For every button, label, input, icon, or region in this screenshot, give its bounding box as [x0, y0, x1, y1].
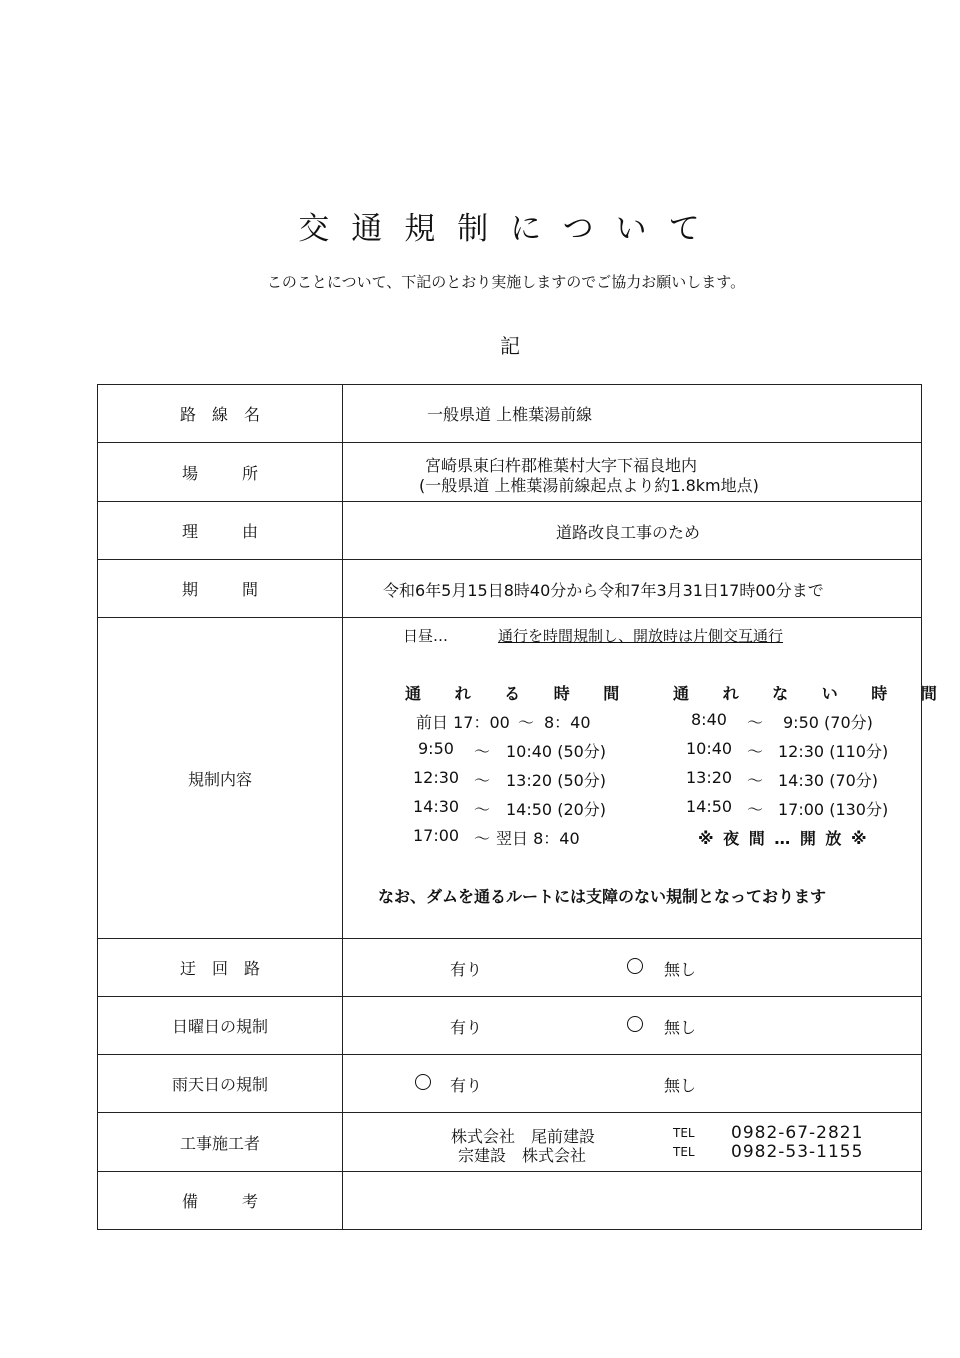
- detour-option-yes: 有り: [450, 960, 483, 979]
- tel-label: TEL: [673, 1126, 695, 1140]
- nopass-time-sep: ～: [747, 771, 764, 790]
- pass-time-start: 14:30: [413, 797, 460, 816]
- contractor-tel: 0982-67-2821: [731, 1123, 864, 1143]
- nopass-time-end: 9:50 (70分): [783, 713, 873, 732]
- period-value: 令和6年5月15日8時40分から令和7年3月31日17時00分まで: [383, 581, 824, 600]
- pass-time-start: 17:00: [413, 826, 460, 845]
- place-line2: (一般県道 上椎葉湯前線起点より約1.8km地点): [419, 476, 759, 495]
- route-value: 一般県道 上椎葉湯前線: [427, 405, 593, 424]
- nopass-time-end: 14:30 (70分): [778, 771, 879, 790]
- place-label: 場所: [98, 443, 343, 501]
- detour-label: 迂回路: [98, 939, 343, 996]
- rainy-label: 雨天日の規制: [98, 1055, 343, 1112]
- contractor-row: [98, 1113, 921, 1172]
- pass-time-start: 9:50: [418, 739, 454, 758]
- reason-label: 理由: [98, 502, 343, 559]
- ki-heading: 記: [500, 334, 520, 358]
- nopass-time-start: 13:20: [686, 768, 733, 787]
- detour-row: [98, 939, 921, 997]
- pass-time-end: 10:40 (50分): [506, 742, 607, 761]
- nopass-time-start: 14:50: [686, 797, 733, 816]
- intro-text: このことについて、下記のとおり実施しますのでご協力お願いします。: [266, 273, 746, 291]
- pass-time-sep: ～: [518, 713, 535, 732]
- route-label: 路線名: [98, 385, 343, 442]
- pass-time-sep: ～: [474, 742, 491, 761]
- sunday-option-no: 無し: [664, 1018, 697, 1037]
- nopass-time-end: 12:30 (110分): [778, 742, 889, 761]
- period-label: 期間: [98, 560, 343, 617]
- contractor-label: 工事施工者: [98, 1113, 343, 1171]
- nopass-time-end: 17:00 (130分): [778, 800, 889, 819]
- detour-option-no: 無し: [664, 960, 697, 979]
- tel-label: TEL: [673, 1145, 695, 1159]
- nopass-header: 通 れ な い 時 間: [673, 684, 951, 703]
- pass-header: 通 れ る 時 間: [405, 684, 634, 703]
- pass-time-end: 8：40: [544, 713, 591, 732]
- route-row: [98, 385, 921, 443]
- pass-time-sep: ～: [474, 829, 491, 848]
- period-row: [98, 560, 921, 618]
- pass-time-sep: ～: [474, 800, 491, 819]
- nopass-time-sep: ～: [747, 742, 764, 761]
- pass-time-sep: ～: [474, 771, 491, 790]
- page-title: 交通規制について: [298, 211, 722, 247]
- regulation-footer-note: なお、ダムを通るルートには支障のない規制となっております: [378, 887, 827, 906]
- daytime-text: 通行を時間規制し、開放時は片側交互通行: [498, 627, 784, 645]
- regulation-label: 規制内容: [98, 618, 343, 938]
- sunday-option-yes: 有り: [450, 1018, 483, 1037]
- rainy-option-yes: 有り: [450, 1076, 483, 1095]
- sunday-circle-mark: [627, 1015, 643, 1034]
- pass-time-start: 前日 17：00: [416, 713, 510, 732]
- night-note: ※ 夜 間 … 開 放 ※: [698, 829, 869, 848]
- pass-time-end: 13:20 (50分): [506, 771, 607, 790]
- nopass-time-sep: ～: [747, 713, 764, 732]
- place-row: [98, 443, 921, 502]
- pass-time-end: 14:50 (20分): [506, 800, 607, 819]
- sunday-label: 日曜日の規制: [98, 997, 343, 1054]
- contractor-name: 株式会社 尾前建設: [451, 1127, 596, 1146]
- nopass-time-start: 8:40: [691, 710, 727, 729]
- remarks-row: [98, 1172, 921, 1229]
- regulation-table: [97, 384, 951, 1230]
- contractor-tel: 0982-53-1155: [731, 1142, 864, 1162]
- reason-row: [98, 502, 921, 560]
- reason-value: 道路改良工事のため: [556, 523, 701, 542]
- nopass-time-sep: ～: [747, 800, 764, 819]
- rainy-circle-mark: [415, 1073, 431, 1092]
- sunday-row: [98, 997, 921, 1055]
- contractor-name: 宗建設 株式会社: [458, 1146, 587, 1165]
- rainy-row: [98, 1055, 921, 1113]
- pass-time-end: 翌日 8：40: [496, 829, 580, 848]
- pass-time-start: 12:30: [413, 768, 460, 787]
- regulation-row: [98, 618, 951, 939]
- nopass-time-start: 10:40: [686, 739, 733, 758]
- detour-circle-mark: [627, 957, 643, 976]
- remarks-label: 備考: [98, 1172, 343, 1229]
- place-line1: 宮崎県東臼杵郡椎葉村大字下福良地内: [425, 456, 698, 475]
- daytime-prefix: 日昼…: [403, 627, 449, 645]
- rainy-option-no: 無し: [664, 1076, 697, 1095]
